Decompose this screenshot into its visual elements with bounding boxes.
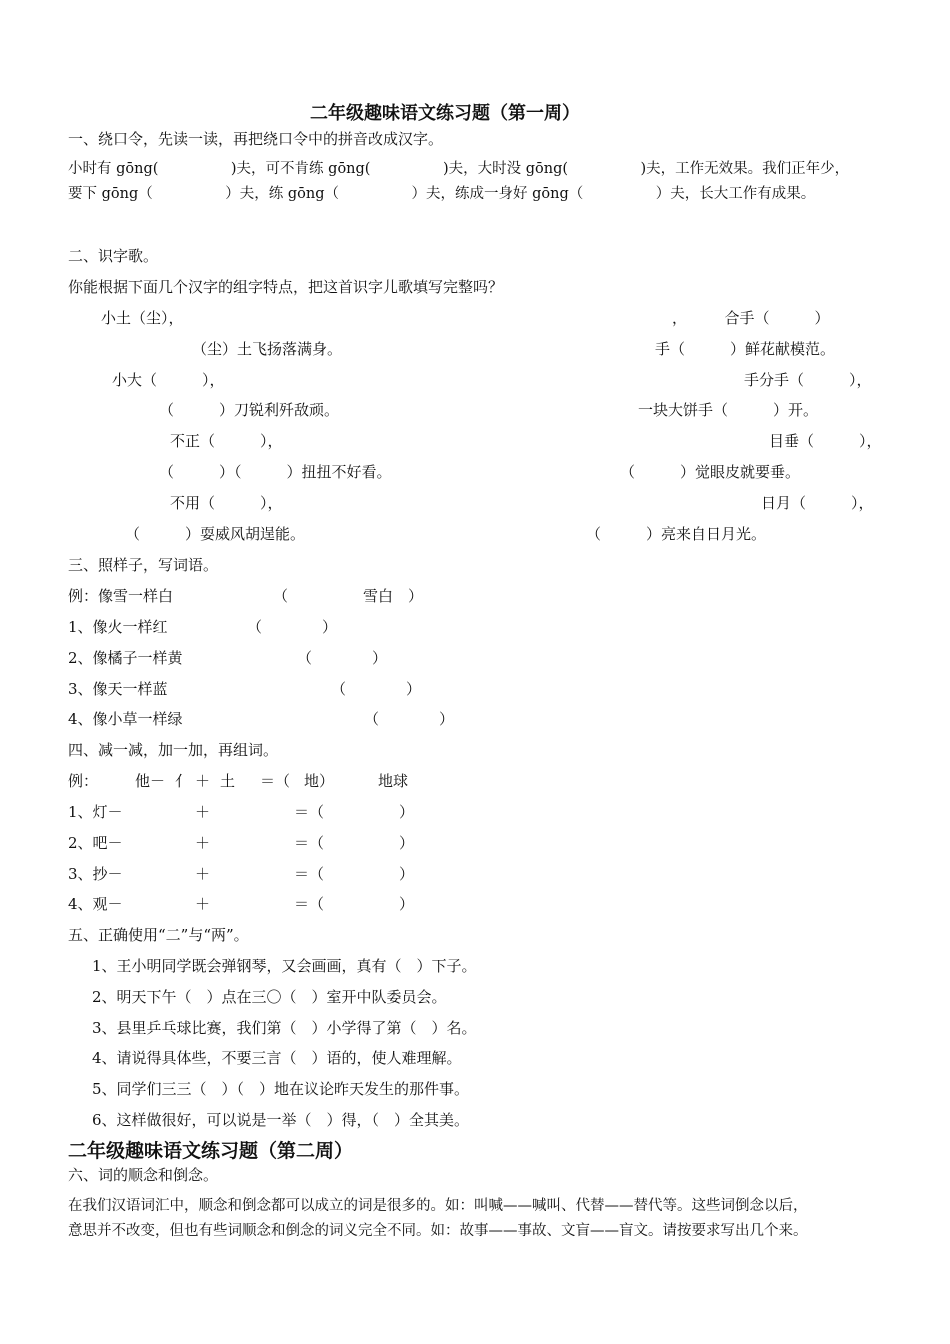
simile-item: 2、像橘子一样黄 (68, 649, 183, 667)
rhyme-left-line: （ ）（ ）扭扭不好看。 (159, 463, 392, 481)
rhyme-left-line: （尘）土飞扬落满身。 (192, 340, 343, 358)
answer-blank[interactable]: （ ） (364, 710, 455, 728)
fill-in-item: 3、县里乒乓球比赛，我们第（ ）小学得了第（ ）名。 (92, 1019, 477, 1037)
section-6-heading: 六、词的顺念和倒念。 (68, 1166, 219, 1184)
example-label: 例： (68, 772, 99, 790)
rhyme-right-line: 目垂（ ）， (769, 432, 882, 450)
rhyme-right-line: （ ）觉眼皮就要垂。 (620, 463, 801, 481)
tongue-twister-line-1: 小时有 gōng( )夫，可不肯练 gōng( )夫，大时没 gōng( )夫，工作无效果。我们正年少， (68, 161, 850, 177)
example-add-part: 土 (220, 772, 236, 790)
section-3-heading: 三、照样子，写词语。 (68, 556, 219, 574)
equals-sign: ＝（ (260, 772, 291, 790)
rhyme-left-line: 小土（尘）， (101, 309, 184, 327)
example-label: 例：像雪一样白 (68, 587, 174, 605)
section-2-heading: 二、识字歌。 (68, 247, 159, 265)
section-5-heading: 五、正确使用“二”与“两”。 (68, 926, 249, 944)
answer-blank[interactable]: ＝（ ） (294, 865, 415, 883)
example-answer: （ 雪白 ） (273, 587, 424, 605)
rhyme-right-line: （ ）亮来自日月光。 (586, 525, 767, 543)
tongue-twister-line-2: 要下 gōng（ ）夫，练 gōng（ ）夫，练成一身好 gōng（ ）夫，长大工作有成果。 (68, 186, 816, 202)
rhyme-left-line: （ ）耍威风胡逞能。 (125, 525, 306, 543)
section-6-paragraph-line-1: 在我们汉语词汇中，顺念和倒念都可以成立的词是很多的。如：叫喊——喊叫、代替——替代等。这些词倒念以后， (68, 1198, 808, 1214)
fill-in-item: 2、明天下午（ ）点在三〇（ ）室开中队委员会。 (92, 988, 447, 1006)
answer-blank[interactable]: （ ） (331, 680, 422, 698)
plus-sign: ＋ (195, 803, 211, 821)
simile-item: 1、像火一样红 (68, 618, 168, 636)
rhyme-right-line: 日月（ ）， (761, 494, 874, 512)
answer-blank[interactable]: ＝（ ） (294, 803, 415, 821)
fill-in-item: 5、同学们三三（ ）（ ）地在议论昨天发生的那件事。 (92, 1080, 470, 1098)
rhyme-left-line: 小大（ ）， (112, 371, 225, 389)
plus-sign: ＋ (195, 834, 211, 852)
example-char: 他－ (135, 772, 166, 790)
simile-item: 4、像小草一样绿 (68, 710, 183, 728)
rhyme-right-line: 一块大饼手（ ）开。 (638, 401, 819, 419)
week-2-title: 二年级趣味语文练习题（第二周） (68, 1140, 354, 1162)
rhyme-left-line: 不用（ ）， (170, 494, 283, 512)
char-item-label: 2、吧－ (68, 834, 123, 852)
plus-sign: ＋ (195, 772, 211, 790)
rhyme-right-line: 手分手（ ）， (744, 371, 872, 389)
section-6-paragraph-line-2: 意思并不改变，但也有些词顺念和倒念的词义完全不同。如：故事——事故、文盲——盲文。请按要求写出几个来。 (68, 1223, 808, 1239)
answer-blank[interactable]: （ ） (247, 618, 338, 636)
fill-in-item: 4、请说得具体些，不要三言（ ）语的，使人难理解。 (92, 1049, 462, 1067)
rhyme-right-line: 手（ ）鲜花献模范。 (655, 340, 836, 358)
fill-in-item: 1、王小明同学既会弹钢琴，又会画画，真有（ ）下子。 (92, 957, 477, 975)
example-radical: 亻 (175, 772, 191, 790)
example-word: 地球 (378, 772, 409, 790)
char-item-label: 4、观－ (68, 895, 123, 913)
answer-blank[interactable]: ＝（ ） (294, 834, 415, 852)
section-1-heading: 一、绕口令，先读一读，再把绕口令中的拼音改成汉字。 (68, 130, 444, 148)
answer-blank[interactable]: ＝（ ） (294, 895, 415, 913)
answer-blank[interactable]: （ ） (297, 649, 388, 667)
example-result: 地） (304, 772, 335, 790)
page-title: 二年级趣味语文练习题（第一周） (310, 103, 580, 124)
rhyme-left-line: （ ）刀锐利歼敌顽。 (159, 401, 340, 419)
char-item-label: 1、灯－ (68, 803, 123, 821)
fill-in-item: 6、这样做很好，可以说是一举（ ）得，（ ）全其美。 (92, 1111, 470, 1129)
char-item-label: 3、抄－ (68, 865, 123, 883)
section-4-heading: 四、减一减，加一加，再组词。 (68, 741, 279, 759)
rhyme-right-line: ， 合手（ ） (672, 309, 830, 327)
rhyme-left-line: 不正（ ）， (170, 432, 283, 450)
simile-item: 3、像天一样蓝 (68, 680, 168, 698)
plus-sign: ＋ (195, 895, 211, 913)
plus-sign: ＋ (195, 865, 211, 883)
section-2-intro: 你能根据下面几个汉字的组字特点，把这首识字儿歌填写完整吗？ (68, 278, 504, 296)
